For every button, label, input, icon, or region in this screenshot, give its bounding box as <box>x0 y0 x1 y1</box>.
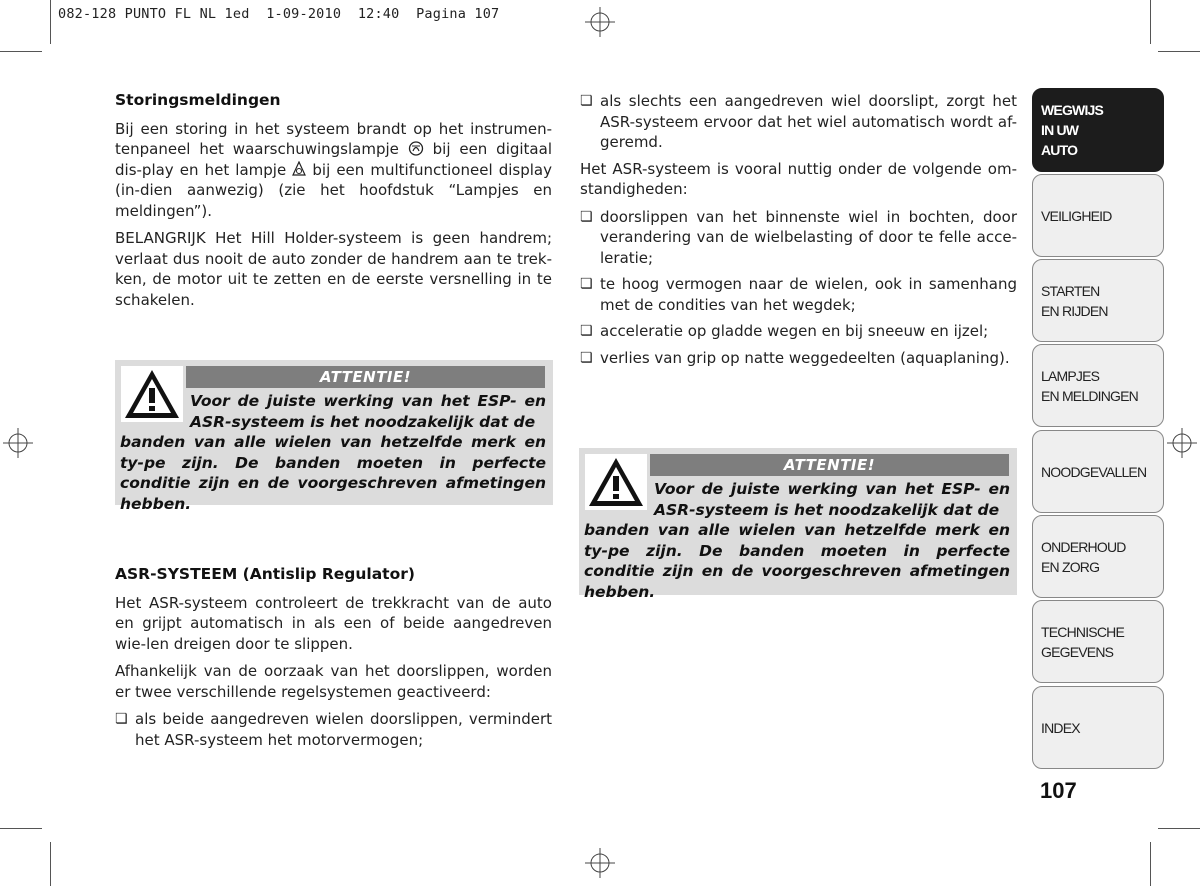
right-column <box>580 91 1017 374</box>
slug-page: Pagina 107 <box>416 6 500 22</box>
heading-asr-systeem: ASR-SYSTEEM (Antislip Regulator) <box>115 565 415 583</box>
list-item <box>580 348 1017 369</box>
registration-mark-icon <box>1167 428 1197 458</box>
list-item-text: acceleratie op gladde wegen en bij sneeuw en ijzel; <box>600 322 989 340</box>
checkbox-bullet-icon: ❏ <box>580 276 593 292</box>
tab-technische-gegevens[interactable]: TECHNISCHE GEGEVENS <box>1032 600 1164 683</box>
list-item-text: te hoog vermogen naar de wielen, ook in samenhang met de condities van het wegdek; <box>600 275 1017 314</box>
warning-box-right <box>579 448 1017 601</box>
checkbox-bullet-icon: ❏ <box>580 323 593 339</box>
print-slug <box>58 6 499 22</box>
checkbox-bullet-icon: ❏ <box>580 208 593 225</box>
esp-warning-lamp-icon <box>408 141 424 156</box>
checkbox-bullet-icon: ❏ <box>115 711 128 727</box>
crop-mark <box>50 0 51 44</box>
paragraph-afhankelijk: Afhankelijk van de oorzaak van het doorslippen, worden er twee verschillende regelsystemen geactiveerd: <box>115 662 552 701</box>
list-item-text: doorslippen van het binnenste wiel in bochten, door verandering van de wielbelasting of door te felle acce-leratie; <box>600 207 1017 267</box>
list-item-text: verlies van grip op natte weggedeelten (aquaplaning). <box>600 348 1010 367</box>
warning-text-rest: banden van alle wielen van hetzelfde merk en ty-pe zijn. De banden moeten in perfecte conditie zijn en de voorgeschreven afmetingen hebben. <box>120 433 546 513</box>
warning-text-first: Voor de juiste werking van het ESP- en ASR-systeem is het noodzakelijk dat de <box>190 392 546 431</box>
paragraph-storing-part-c: bij een multifunctioneel display (in-dien aanwezig) (zie het hoofdstuk “Lampjes en meldingen”). <box>115 160 552 220</box>
crop-mark <box>1150 842 1151 886</box>
heading-storingsmeldingen: Storingsmeldingen <box>115 91 281 109</box>
paragraph-storing <box>115 119 552 222</box>
tab-veiligheid[interactable]: VEILIGHEID <box>1032 174 1164 257</box>
list-item <box>580 207 1017 269</box>
paragraph-asr-nuttig: Het ASR-systeem is vooral nuttig onder de volgende om-standigheden: <box>580 159 1017 198</box>
list-item <box>580 91 1017 153</box>
warning-text-first: Voor de juiste werking van het ESP- en ASR-systeem is het noodzakelijk dat de <box>654 480 1010 519</box>
warning-box-left <box>115 360 553 513</box>
warning-text <box>120 391 546 514</box>
slug-date: 1-09-2010 <box>266 6 342 22</box>
crop-mark <box>1150 0 1151 44</box>
crop-mark <box>1158 828 1200 829</box>
warning-text <box>584 479 1010 602</box>
tab-wegwijs-in-uw-auto[interactable]: WEGWIJS IN UW AUTO <box>1032 88 1164 172</box>
crop-mark <box>0 828 42 829</box>
warning-title-bar: ATTENTIE! <box>186 366 545 388</box>
registration-mark-icon <box>585 7 615 37</box>
crop-mark <box>1158 51 1200 52</box>
paragraph-belangrijk: BELANGRIJK Het Hill Holder-systeem is geen handrem; verlaat dus nooit de auto zonder de handrem aan te trek-ken, de motor uit te zetten en de eerste versnelling in te schakelen. <box>115 229 552 309</box>
paragraph-asr-intro: Het ASR-systeem controleert de trekkracht van de auto en grijpt automatisch in als een of beide aangedreven wie-len dreigen door te slippen. <box>115 593 552 653</box>
tab-index[interactable]: INDEX <box>1032 686 1164 769</box>
slug-time: 12:40 <box>357 6 400 22</box>
paragraph-storing-part-a: Bij een storing in het systeem brandt op het instrumen-tenpaneel het waarschuwingslampje <box>115 119 552 158</box>
list-item <box>115 709 552 750</box>
checkbox-bullet-icon: ❏ <box>580 93 593 109</box>
warning-title-bar: ATTENTIE! <box>650 454 1009 476</box>
tab-onderhoud-en-zorg[interactable]: ONDERHOUD EN ZORG <box>1032 515 1164 598</box>
tab-starten-en-rijden[interactable]: STARTEN EN RIJDEN <box>1032 259 1164 342</box>
registration-mark-icon <box>3 428 33 458</box>
list-item <box>580 321 1017 342</box>
warning-text-rest: banden van alle wielen van hetzelfde merk en ty-pe zijn. De banden moeten in perfecte conditie zijn en de voorgeschreven afmetingen hebben. <box>584 521 1010 601</box>
slug-text: 082-128 PUNTO FL NL 1ed <box>58 6 250 22</box>
left-column-bottom <box>115 564 552 756</box>
crop-mark <box>0 51 42 52</box>
list-item <box>580 274 1017 315</box>
checkbox-bullet-icon: ❏ <box>580 349 593 366</box>
page-number: 107 <box>1040 778 1077 803</box>
list-item-text: als beide aangedreven wielen doorslippen, vermindert het ASR-systeem het motorvermogen; <box>135 710 552 749</box>
crop-mark <box>50 842 51 886</box>
list-item-text: als slechts een aangedreven wiel doorslipt, zorgt het ASR-systeem ervoor dat het wiel automatisch wordt af-geremd. <box>600 92 1017 151</box>
tab-lampjes-en-meldingen[interactable]: LAMPJES EN MELDINGEN <box>1032 344 1164 427</box>
tab-noodgevallen[interactable]: NOODGEVALLEN <box>1032 430 1164 513</box>
paragraph-storing-part-b: bij een digitaal dis-play en het lampje <box>115 140 552 179</box>
left-column-top <box>115 90 552 317</box>
registration-mark-icon <box>585 848 615 878</box>
esp-display-symbol-icon <box>292 161 306 177</box>
